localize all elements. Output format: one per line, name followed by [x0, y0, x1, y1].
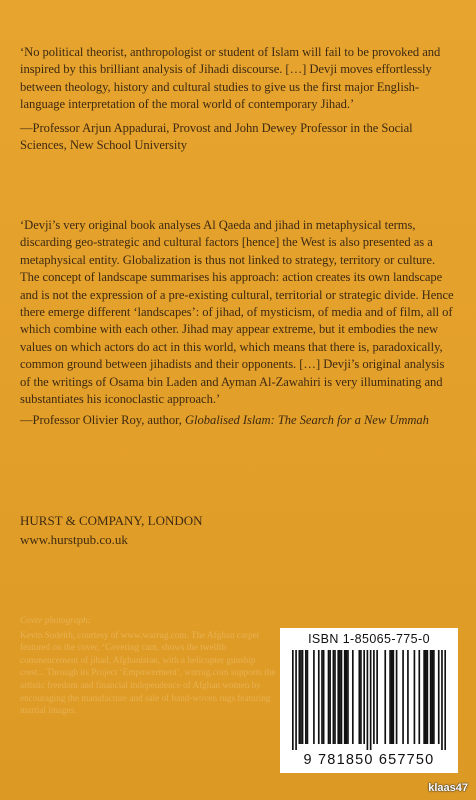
barcode-bar [328, 650, 330, 744]
barcode-bar [345, 650, 347, 744]
barcode-bar [444, 650, 446, 750]
barcode-bar [367, 650, 369, 750]
barcode-bar [347, 650, 349, 744]
barcode-bar [305, 650, 307, 744]
credit-text: Kevin Sudeith, courtesy of www.warrug.com. The Afghan carpet featured on the cover, ‘Covering cam, shows the twelfth commencement of jihad, Afghanistan, with a helicopter gunship crest... Through its Project ‘Empowerment’, warrug.com supports the artistic freedom and financial independence of Afghan women by encouraging the manufacture and sale of hand-woven rugs featuring martial images. [20, 629, 276, 716]
barcode-bar [321, 650, 323, 744]
cover-photo-credit [20, 614, 280, 717]
barcode-bar [423, 650, 425, 744]
quote-attribution [20, 412, 456, 429]
barcode-bar [389, 650, 391, 744]
barcode-bar [396, 650, 398, 744]
barcode-bar [323, 650, 325, 744]
barcode-bar [391, 650, 393, 744]
publisher-block [20, 511, 203, 549]
barcode-bar [337, 650, 339, 744]
barcode-bar [433, 650, 435, 744]
barcode-bar [441, 650, 443, 750]
barcode-bar [341, 650, 343, 744]
barcode-bar [307, 650, 309, 744]
attribution-author: —Professor Olivier Roy, author, [20, 413, 185, 428]
barcode-bar [363, 650, 365, 744]
publisher-name: HURST & COMPANY, LONDON [20, 513, 203, 528]
publisher-url: www.hurstpub.co.uk [20, 532, 128, 547]
barcode-bar [370, 650, 372, 750]
barcode-bar [431, 650, 433, 744]
barcode-bar [425, 650, 427, 744]
barcode-bar [384, 650, 386, 744]
barcode-bar [376, 650, 378, 744]
barcode-bar [334, 650, 336, 744]
barcode-bar [292, 650, 294, 750]
watermark: klaas47 [428, 782, 468, 794]
barcode-bar [333, 650, 335, 744]
barcode-bar [427, 650, 429, 744]
barcode-bar [358, 650, 360, 744]
barcode-bar [407, 650, 409, 744]
barcode-bar [298, 650, 300, 744]
barcode-bar [318, 650, 320, 744]
barcode-bar [295, 650, 297, 750]
barcode-bar [360, 650, 362, 744]
barcode-bars [292, 650, 446, 750]
barcode-bar [352, 650, 354, 744]
review-quote-appadurai [20, 44, 456, 154]
barcode-bar [300, 650, 302, 744]
isbn-label: ISBN 1-85065-775-0 [308, 632, 430, 646]
barcode-number: 9 781850 657750 [303, 752, 435, 768]
barcode-bar [393, 650, 395, 744]
quote-attribution: —Professor Arjun Appadurai, Provost and John Dewey Professor in the Social Sciences, New School University [20, 120, 413, 153]
barcode-bar [438, 650, 440, 744]
quote-text: ‘Devji’s very original book analyses Al Qaeda and jihad in metaphysical terms, discarding geo-strategic and cultural factors [hence] the West is also presented as a metaphysical entity. Globalization is thus not linked to strategy, territory or culture. The concept of landscape summarises his approach: action creates its own landscape and is not the expression of a pre-existing cultural, territorial or strategic divide. Hence there emerge different ‘landscapes’: of jihad, of mysticism, of media and of film, all of which combine with each other. Jihad may appear extreme, but it embodies the new values on which actors do act in this world, which means that there is, paradoxically, common ground between jihadists and their opponents. […] Devji’s original analysis of the writings of Osama bin Laden and Ayman Al-Zawahiri is very illuminating and substantiates his iconoclastic approach.’ [20, 218, 454, 407]
barcode-bar [402, 650, 404, 744]
barcode-bar [418, 650, 420, 744]
barcode-bar [414, 650, 416, 744]
barcode-bar [313, 650, 315, 744]
barcode-bar [373, 650, 375, 744]
attribution-book-title: Globalised Islam: The Search for a New Ummah [184, 413, 429, 428]
barcode-panel [280, 628, 458, 773]
quote-text: ‘No political theorist, anthropologist or student of Islam will fail to be provoked and inspired by this brilliant analysis of Jihadi discourse. […] Devji moves effortlessly between theology, history and cultural studies to give us the first major English-language interpretation of the moral world of contemporary Jihad.’ [20, 45, 441, 112]
barcode-bar [329, 650, 331, 744]
barcode-bar [339, 650, 341, 744]
review-quote-roy [20, 217, 456, 430]
barcode-bar [430, 650, 432, 744]
barcode-bar [344, 650, 346, 744]
credit-heading: Cover photograph: [20, 615, 91, 625]
barcode-bar [302, 650, 304, 744]
